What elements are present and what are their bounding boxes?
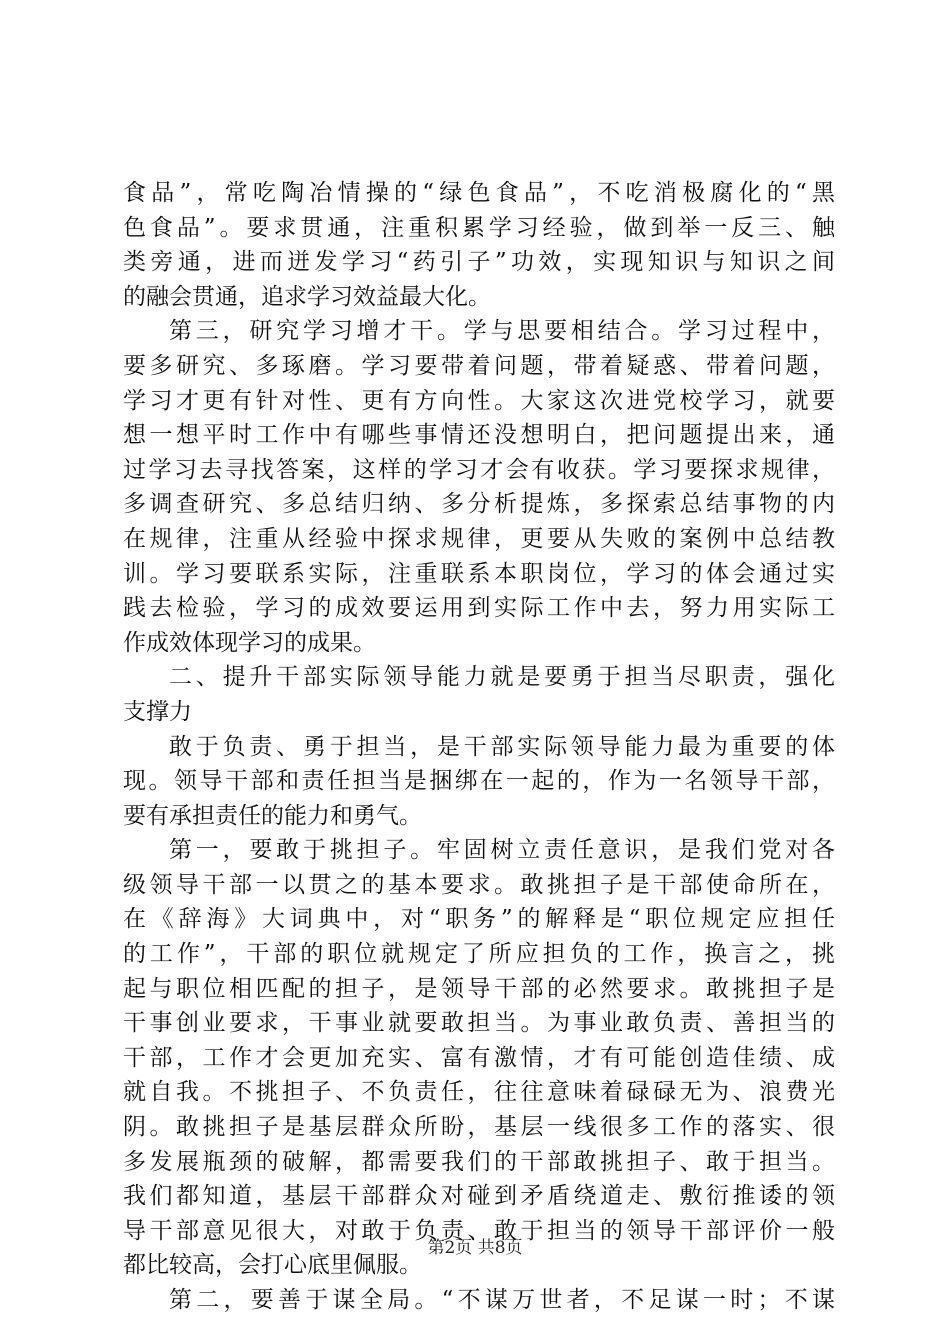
text-line: 第二，要善于谋全局。“不谋万世者，不足谋一时；不谋 (169, 1287, 835, 1313)
text-line: 都比较高，会打心底里佩服。 (123, 1252, 422, 1279)
text-line: 过学习去寻找答案，这样的学习才会有收获。学习要探求规律， (123, 456, 835, 483)
text-line: 导干部意见很大，对敢于负责、敢于担当的领导干部评价一般 (123, 1217, 835, 1244)
text-line: 现。领导干部和责任担当是捆绑在一起的，作为一名领导干部， (123, 768, 835, 795)
text-line: 践去检验，学习的成效要运用到实际工作中去，努力用实际工 (123, 595, 835, 622)
text-line: 第一，要敢于挑担子。牢固树立责任意识，是我们党对各 (169, 837, 835, 864)
text-line: 第三，研究学习增才干。学与思要相结合。学习过程中， (169, 318, 835, 345)
document-body (123, 176, 835, 1318)
text-line: 要有承担责任的能力和勇气。 (123, 802, 422, 829)
text-line: 阴。敢挑担子是基层群众所盼，基层一线很多工作的落实、很 (123, 1114, 835, 1141)
text-line: 起与职位相匹配的担子，是领导干部的必然要求。敢挑担子是 (123, 975, 835, 1002)
text-line: 敢于负责、勇于担当，是干部实际领导能力最为重要的体 (169, 733, 835, 760)
text-line: 食品”，常吃陶冶情操的“绿色食品”，不吃消极腐化的“黑 (123, 180, 835, 206)
text-line: 类旁通，进而迸发学习“药引子”功效，实现知识与知识之间 (123, 249, 835, 276)
text-line: 我们都知道，基层干部群众对碰到矛盾绕道走、敷衍推诿的领 (123, 1183, 835, 1210)
text-line: 干事创业要求，干事业就要敢担当。为事业敢负责、善担当的 (123, 1010, 835, 1037)
text-line: 想一想平时工作中有哪些事情还没想明白，把问题提出来，通 (123, 422, 835, 449)
text-line: 的工作”，干部的职位就规定了所应担负的工作，换言之，挑 (123, 941, 835, 968)
page-footer: 第2页 共8页 (427, 1238, 523, 1258)
text-line: 在规律，注重从经验中探求规律，更要从失败的案例中总结教 (123, 525, 835, 552)
text-line: 的融会贯通，追求学习效益最大化。 (123, 283, 491, 310)
text-line: 多调查研究、多总结归纳、多分析提炼，多探索总结事物的内 (123, 491, 835, 518)
text-line: 作成效体现学习的成果。 (123, 629, 376, 656)
text-line: 支撑力 (123, 698, 192, 725)
text-line: 干部，工作才会更加充实、富有激情，才有可能创造佳绩、成 (123, 1044, 835, 1071)
text-line: 色食品”。要求贯通，注重积累学习经验，做到举一反三、触 (123, 214, 835, 241)
text-line: 多发展瓶颈的破解，都需要我们的干部敢挑担子、敢于担当。 (123, 1148, 835, 1175)
text-line: 要多研究、多琢磨。学习要带着问题，带着疑惑、带着问题， (123, 352, 835, 379)
text-line: 就自我。不挑担子、不负责任，往往意味着碌碌无为、浪费光 (123, 1079, 835, 1106)
text-line: 级领导干部一以贯之的基本要求。敢挑担子是干部使命所在， (123, 871, 835, 898)
text-line: 学习才更有针对性、更有方向性。大家这次进党校学习，就要 (123, 387, 835, 414)
text-line: 在《辞海》大词典中，对“职务”的解释是“职位规定应担任 (123, 906, 835, 933)
text-line: 训。学习要联系实际，注重联系本职岗位，学习的体会通过实 (123, 560, 835, 587)
text-line: 二、提升干部实际领导能力就是要勇于担当尽职责，强化 (169, 664, 835, 691)
